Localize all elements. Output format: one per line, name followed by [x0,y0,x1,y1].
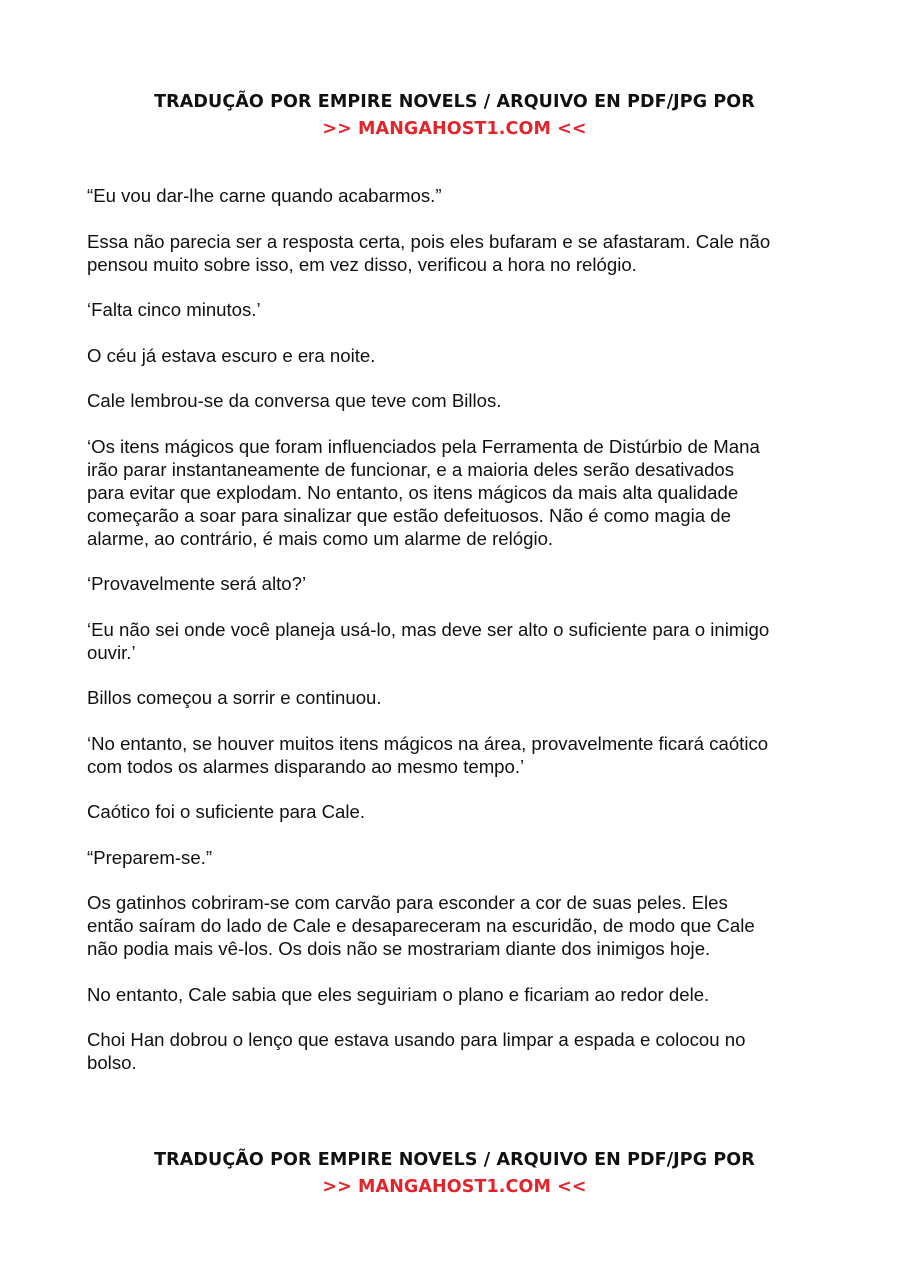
paragraph-13: Os gatinhos cobriram-se com carvão para esconder a cor de suas peles. Eles então saíram do lado de Cale e desapareceram na escuridão, de modo que Cale não podia mais vê-los. Os dois não se mostrariam diante dos inimigos hoje. [87,892,755,959]
paragraph-5: Cale lembrou-se da conversa que teve com Billos. [87,390,502,411]
paragraph-14: No entanto, Cale sabia que eles seguiriam o plano e ficariam ao redor dele. [87,983,710,1005]
chapter-text [87,184,827,1097]
paragraph-11: Caótico foi o suficiente para Cale. [87,801,366,822]
paragraph-6: ‘Os itens mágicos que foram influenciados pela Ferramenta de Distúrbio de Mana irão parar instantaneamente de funcionar, e a maioria deles serão desativados para evitar que explodam. No entanto, os itens mágicos da mais alta qualidade começarão a soar para sinalizar que estão defeituosos. Não é como magia de alarme, ao contrário, é mais como um alarme de relógio. [87,435,760,549]
footer-banner-credit: TRADUÇÃO POR EMPIRE NOVELS / ARQUIVO EN PDF/JPG POR [154,1150,755,1170]
footer-banner [0,1147,909,1201]
paragraph-15: Choi Han dobrou o lenço que estava usando para limpar a espada e colocou no bolso. [87,1029,746,1073]
footer-banner-site-link[interactable]: >> MANGAHOST1.COM << [322,1177,587,1197]
paragraph-2: Essa não parecia ser a resposta certa, pois eles bufaram e se afastaram. Cale não pensou muito sobre isso, em vez disso, verificou a hora no relógio. [87,230,771,275]
paragraph-7: ‘Provavelmente será alto?’ [87,573,307,594]
paragraph-1: “Eu vou dar-lhe carne quando acabarmos.” [87,185,442,206]
paragraph-9: Billos começou a sorrir e continuou. [87,687,382,708]
paragraph-4: O céu já estava escuro e era noite. [87,344,376,366]
header-banner [0,89,909,143]
paragraph-8: ‘Eu não sei onde você planeja usá-lo, mas deve ser alto o suficiente para o inimigo ouvir.’ [87,618,770,663]
header-banner-site-link[interactable]: >> MANGAHOST1.COM << [322,119,587,139]
header-banner-credit: TRADUÇÃO POR EMPIRE NOVELS / ARQUIVO EN PDF/JPG POR [154,92,755,112]
paragraph-3: ‘Falta cinco minutos.’ [87,299,261,320]
paragraph-10: ‘No entanto, se houver muitos itens mágicos na área, provavelmente ficará caótico com todos os alarmes disparando ao mesmo tempo.’ [87,732,769,777]
paragraph-12: “Preparem-se.” [87,846,213,868]
